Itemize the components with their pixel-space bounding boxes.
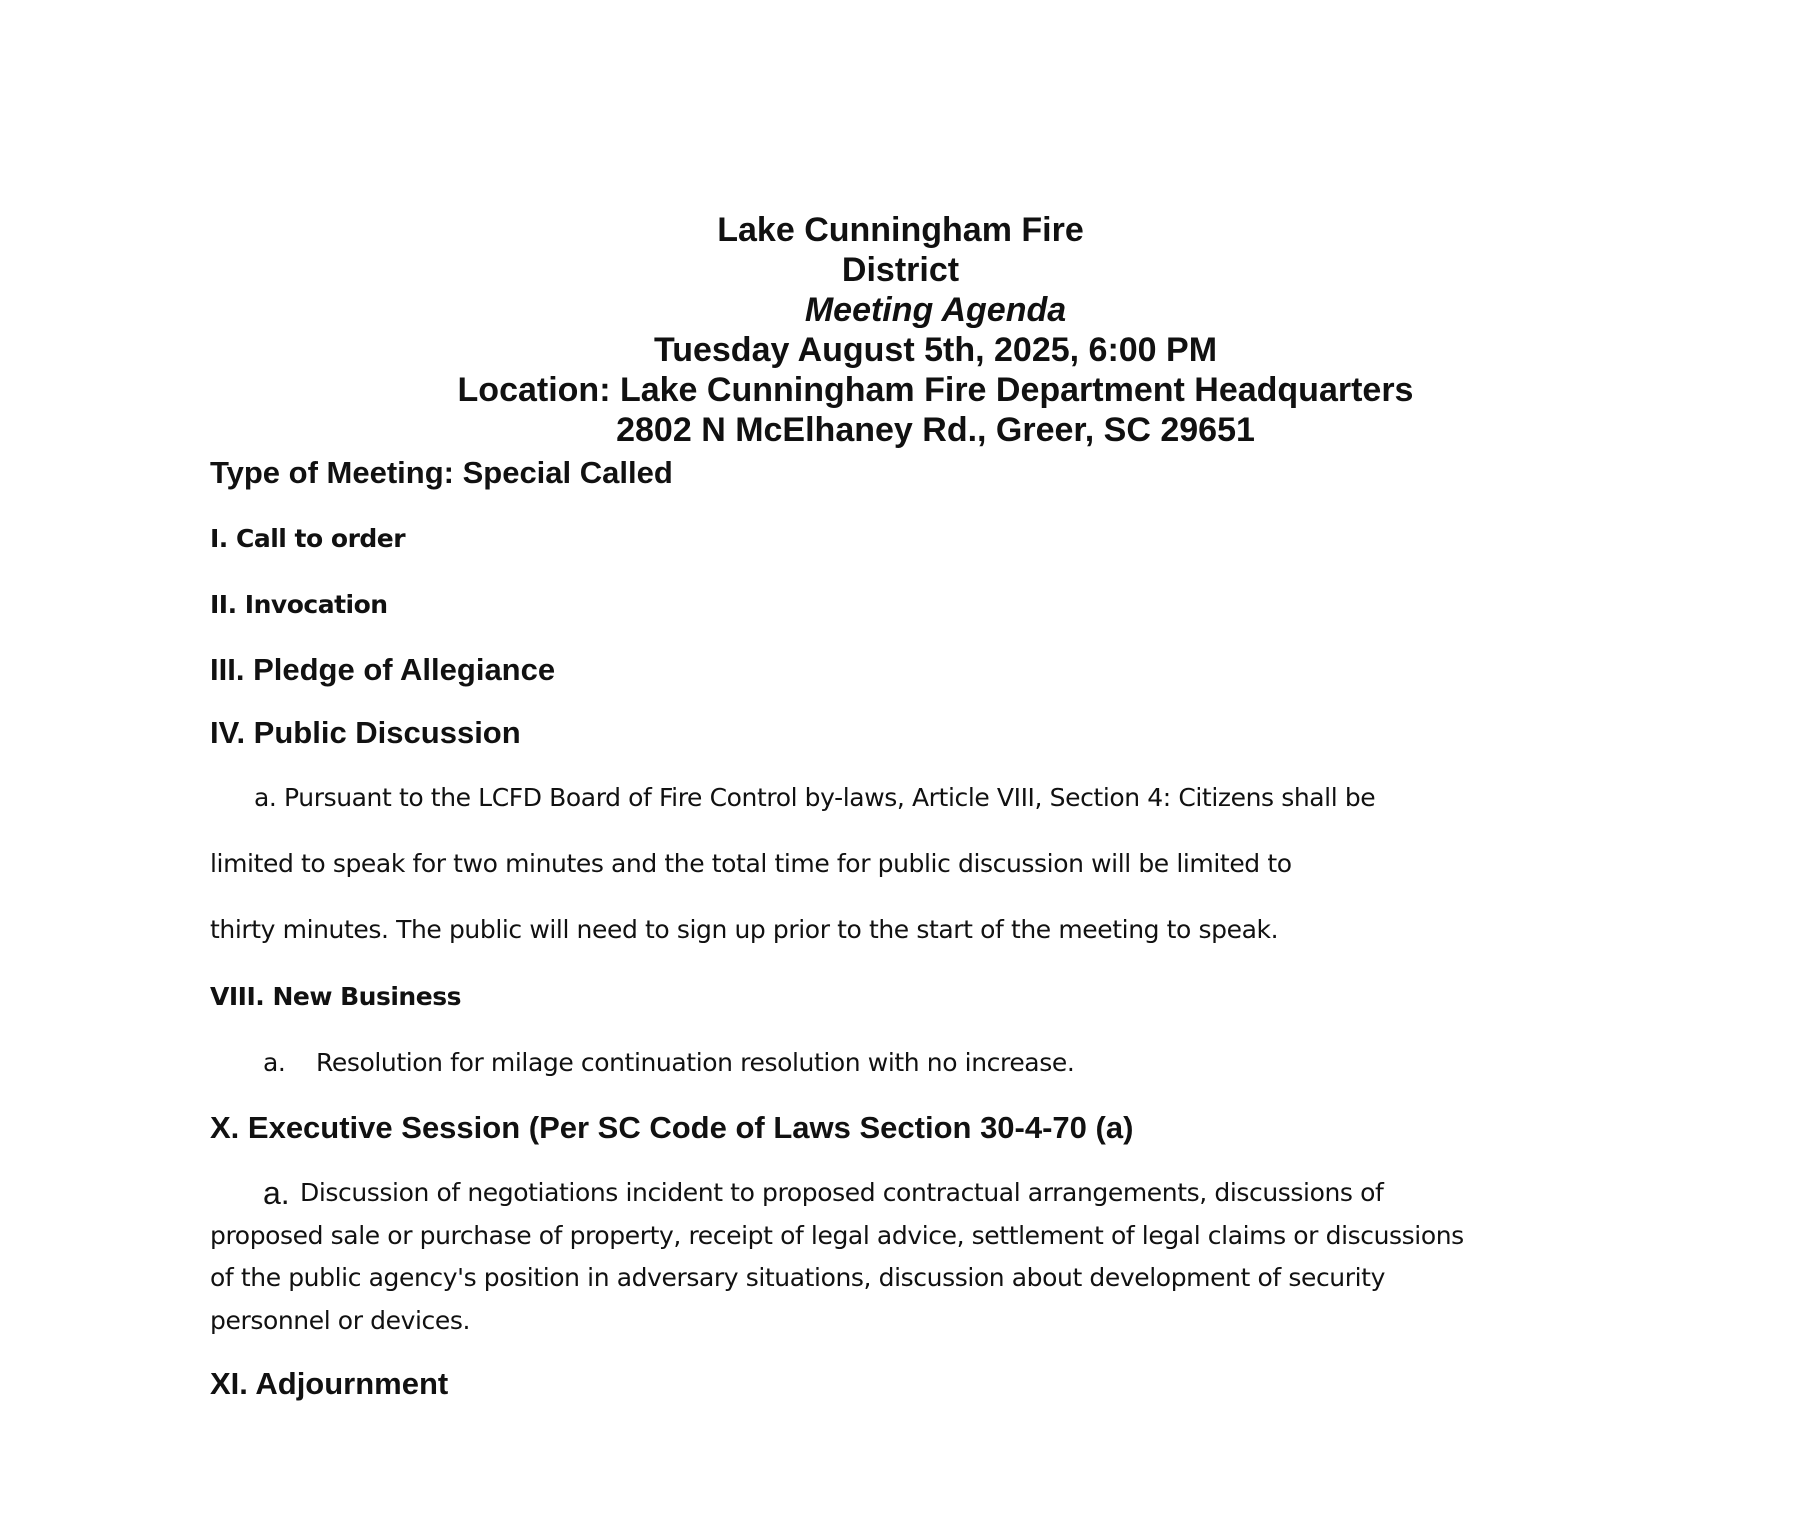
section-executive-session: X. Executive Session (Per SC Code of Laws Section 30-4-70 (a) [210,1110,1134,1145]
agenda-title: Meeting Agenda [804,291,1067,329]
meeting-type: Type of Meeting: Special Called [210,455,673,490]
new-business-item-text: Resolution for milage continuation resolution with no increase. [316,1048,1075,1077]
district-name-line-1: Lake Cunningham Fire [717,211,1084,249]
new-business-item-marker: a. [263,1048,286,1077]
section-new-business: VIII. New Business [210,982,461,1011]
public-discussion-text-line-3: thirty minutes. The public will need to sign up prior to the start of the meeting to speak. [210,915,1279,944]
executive-session-text-line-4: personnel or devices. [210,1306,471,1335]
executive-session-item-marker: a. [263,1175,290,1211]
executive-session-text-line-3: of the public agency's position in adversary situations, discussion about development of security [210,1263,1385,1292]
meeting-location: Location: Lake Cunningham Fire Department Headquarters [457,371,1414,409]
meeting-date: Tuesday August 5th, 2025, 6:00 PM [653,331,1218,369]
section-pledge: III. Pledge of Allegiance [210,652,556,687]
meeting-address: 2802 N McElhaney Rd., Greer, SC 29651 [616,411,1255,449]
section-public-discussion: IV. Public Discussion [210,715,521,750]
section-adjournment: XI. Adjournment [210,1366,449,1401]
public-discussion-text-line-1: a. Pursuant to the LCFD Board of Fire Control by-laws, Article VIII, Section 4: Citizens shall be [254,783,1376,812]
section-call-to-order: I. Call to order [210,524,406,553]
executive-session-text-line-2: proposed sale or purchase of property, receipt of legal advice, settlement of legal claims or discussions [210,1221,1464,1250]
district-name-line-2: District [841,251,960,289]
public-discussion-text-line-2: limited to speak for two minutes and the total time for public discussion will be limited to [210,849,1292,878]
executive-session-text-line-1: Discussion of negotiations incident to proposed contractual arrangements, discussions of [300,1178,1384,1207]
section-invocation: II. Invocation [210,590,388,619]
